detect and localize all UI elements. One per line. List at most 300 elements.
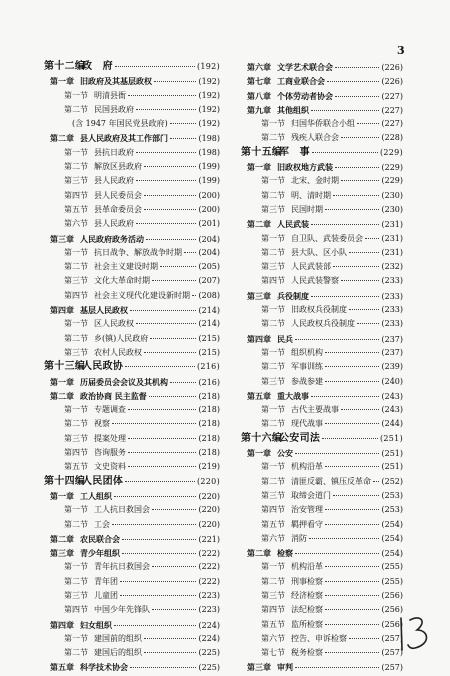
toc-entry-label: 第二节 [261,247,285,257]
toc-entry-label: 第三节 [261,262,285,272]
toc-entry-title: 个体劳动者协会 [277,90,333,101]
toc-entry-label: 第二节 [64,262,88,272]
toc-section-entry [44,174,220,188]
toc-section-entry [241,489,403,503]
toc-section-entry [44,203,220,217]
toc-entry-label: 第九章 [247,104,271,115]
toc-entry-title: 县革命委员会 [94,204,142,214]
toc-entry-page: (253) [381,490,403,500]
toc-entry-label: 第六节 [64,219,88,229]
toc-entry-title: 其他组织 [277,104,309,115]
toc-section-entry [44,260,220,274]
toc-chapter-entry [241,60,403,74]
toc-entry-page: (199) [198,162,220,172]
toc-chapter-entry [44,489,220,503]
dot-leader [325,581,379,582]
toc-section-entry [44,432,220,446]
toc-chapter-entry [44,546,220,560]
toc-entry-title: 建国前的组织 [94,633,142,643]
toc-entry-page: (252) [381,476,403,486]
dot-leader [311,110,379,111]
toc-section-entry [241,503,403,517]
toc-entry-title: 科学技术协会 [80,662,128,673]
toc-section-entry [44,289,220,303]
toc-entry-page: (227) [381,119,403,129]
toc-section-entry [241,632,403,646]
dot-leader [136,223,196,224]
toc-entry-label: 第十六编 [241,432,283,444]
toc-entry-page: (227) [381,91,403,101]
toc-entry-title: 青少年组织 [80,548,120,559]
toc-entry-page: (214) [198,306,220,316]
toc-entry-title: 明清县衙 [94,90,126,100]
toc-entry-label: 第二章 [50,533,74,544]
toc-section-entry [44,589,220,603]
toc-entry-page: (257) [381,633,403,643]
toc-entry-title: 人民武装 [277,219,309,230]
toc-entry-label: 第一章 [50,76,74,87]
dot-leader [327,81,379,82]
toc-chapter-entry [44,375,220,389]
toc-entry-title: 基层人民政权 [80,305,128,316]
toc-entry-page: (204) [198,234,220,244]
toc-entry-page: (229) [379,147,403,157]
dot-leader [357,123,379,124]
toc-section-entry [44,332,220,346]
toc-entry-title: 县大队、区小队 [291,247,347,257]
toc-section-entry [44,446,220,460]
toc-entry-title: 刑事检察 [291,576,323,586]
toc-entry-label: 第五章 [247,390,271,401]
dot-leader [312,152,378,153]
toc-entry-page: (219) [198,462,220,472]
toc-entry-label: 第八章 [247,90,271,101]
toc-entry-label: 第一章 [247,162,271,173]
dot-leader [325,209,379,210]
dot-leader [136,323,196,324]
toc-entry-title: 取缔会道门 [291,490,331,500]
toc-entry-label: 第四节 [64,290,88,300]
dot-leader [295,339,379,340]
toc-entry-label: 第二节 [261,190,285,200]
toc-entry-label: 第十五编 [241,146,283,158]
toc-entry-label: 第三节 [261,490,285,500]
toc-entry-page: (254) [381,533,403,543]
toc-section-entry [44,560,220,574]
dot-leader [170,138,196,139]
toc-left-column [44,60,220,675]
dot-leader [309,538,379,539]
dot-leader [144,638,196,639]
toc-entry-title: 公安司法 [279,432,321,444]
toc-entry-page: (251) [381,449,403,459]
dot-leader [192,295,196,296]
toc-entry-page: (205) [198,262,220,272]
toc-chapter-entry [44,532,220,546]
toc-entry-page: (192) [198,77,220,87]
toc-entry-page: (200) [198,204,220,214]
toc-entry-page: (226) [381,77,403,87]
dot-leader [341,280,379,281]
toc-entry-page: (220) [198,491,220,501]
dot-leader [325,566,379,567]
dot-leader [311,296,379,297]
toc-chapter-entry [241,660,403,674]
toc-section-entry [44,603,220,617]
toc-entry-label: 第四节 [261,605,285,615]
dot-leader [325,366,379,367]
dot-leader [136,152,196,153]
toc-entry-page: (192) [198,90,220,100]
toc-entry-page: (231) [381,220,403,230]
dot-leader [152,280,196,281]
toc-entry-label: 第一节 [261,347,285,357]
dot-leader [333,495,379,496]
dot-leader [144,352,196,353]
toc-entry-title: 政 府 [82,61,113,72]
toc-entry-title: 兵役制度 [277,290,309,301]
toc-entry-title: 工商业联合会 [277,76,325,87]
toc-entry-label: 第六节 [261,633,285,643]
dot-leader [335,96,379,97]
toc-entry-label: 第二节 [64,648,88,658]
dot-leader [144,209,196,210]
toc-entry-page: (218) [198,391,220,401]
toc-entry-label: 第二节 [261,133,285,143]
toc-section-entry [44,518,220,532]
toc-entry-page: (215) [198,347,220,357]
toc-entry-title: 县人民政府 [94,219,134,229]
dot-leader [325,609,379,610]
dot-leader [373,481,379,482]
toc-chapter-entry [44,389,220,403]
toc-entry-label: 第一节 [64,319,88,329]
toc-entry-label: 第一节 [261,176,285,186]
toc-entry-page: (231) [381,247,403,257]
dot-leader [152,509,196,510]
toc-chapter-entry [44,232,220,246]
toc-section-entry [44,403,220,417]
toc-section-entry [241,532,403,546]
toc-entry-page: (221) [198,534,220,544]
toc-entry-title: 自卫队、武装委员会 [291,233,363,243]
toc-entry-label: 第三章 [247,662,271,673]
toc-entry-page: (192) [198,104,220,114]
toc-section-entry [44,417,220,431]
dot-leader [325,381,379,382]
toc-section-entry [44,503,220,517]
toc-section-entry [241,274,403,288]
toc-entry-page: (218) [198,433,220,443]
toc-entry-page: (254) [381,519,403,529]
toc-entry-label: 第一节 [261,562,285,572]
dot-leader [114,625,196,626]
toc-entry-page: (256) [381,605,403,615]
toc-section-entry [241,475,403,489]
toc-entry-title: (含 1947 年国民党县政府) [72,119,168,129]
toc-entry-page: (198) [198,147,220,157]
toc-entry-title: 机构沿革 [291,562,323,572]
toc-entry-title: 明、清时期 [291,190,331,200]
dot-leader [325,524,379,525]
toc-entry-label: 第三章 [50,548,74,559]
toc-entry-label: 第四章 [50,619,74,630]
dot-leader [114,496,196,497]
toc-entry-page: (220) [196,476,220,486]
dot-leader [112,524,196,525]
dot-leader [154,81,196,82]
dot-leader [130,310,196,311]
toc-entry-title: 人民武装部 [291,262,331,272]
toc-entry-title: 咨询服务 [94,448,126,458]
toc-entry-label: 第五节 [64,204,88,214]
toc-entry-title: 组织机构 [291,347,323,357]
toc-entry-page: (233) [381,291,403,301]
toc-entry-label: 第二节 [261,576,285,586]
toc-entry-page: (218) [198,405,220,415]
dot-leader [136,180,196,181]
toc-entry-label: 第二节 [64,576,88,586]
toc-part-entry [44,60,220,74]
dot-leader [122,553,196,554]
toc-entry-label: 第二节 [261,419,285,429]
dot-leader [357,323,379,324]
toc-entry-label: 第一节 [64,90,88,100]
toc-entry-title: 旧政府及其基层政权 [80,76,152,87]
dot-leader [311,396,379,397]
toc-section-entry [44,103,220,117]
toc-entry-title: 重大战事 [277,390,309,401]
toc-entry-label: 第四节 [261,505,285,515]
dot-leader [120,595,196,596]
toc-entry-page: (229) [381,163,403,173]
toc-entry-title: 旧政权地方武装 [277,162,333,173]
toc-section-entry [44,460,220,474]
dot-leader [335,67,379,68]
toc-section-entry [241,203,403,217]
toc-entry-title: 公安 [277,448,293,459]
toc-entry-page: (243) [381,405,403,415]
toc-entry-title: 工会 [94,519,110,529]
toc-section-entry [44,146,220,160]
toc-chapter-entry [44,74,220,88]
toc-entry-page: (257) [381,648,403,658]
toc-note-entry [44,117,220,131]
toc-entry-page: (222) [198,549,220,559]
toc-section-entry [241,246,403,260]
dot-leader [152,609,196,610]
dot-leader [115,66,195,67]
toc-entry-page: (233) [381,276,403,286]
toc-entry-title: 消防 [291,533,307,543]
toc-entry-page: (225) [198,663,220,673]
toc-section-entry [241,646,403,660]
toc-entry-title: 监所检察 [291,619,323,629]
toc-part-entry [44,360,220,374]
toc-section-entry [241,232,403,246]
dot-leader [120,581,196,582]
toc-entry-page: (230) [381,190,403,200]
toc-section-entry [44,346,220,360]
toc-entry-title: 人民武装警察 [291,276,339,286]
dot-leader [341,409,379,410]
toc-chapter-entry [241,217,403,231]
dot-leader [295,667,379,668]
toc-entry-page: (244) [381,419,403,429]
dot-leader [333,195,379,196]
toc-entry-title: 人民政府政务活动 [80,233,144,244]
dot-leader [349,309,379,310]
toc-entry-title: 检察 [277,548,293,559]
toc-entry-page: (207) [198,276,220,286]
toc-entry-title: 县人民政府 [94,176,134,186]
toc-entry-page: (231) [381,233,403,243]
dot-leader [160,266,196,267]
toc-entry-label: 第一节 [64,247,88,257]
toc-section-entry [241,589,403,603]
toc-entry-label: 第二章 [50,390,74,401]
toc-entry-title: 农民联合会 [80,533,120,544]
toc-entry-page: (225) [198,648,220,658]
toc-entry-page: (214) [198,319,220,329]
toc-entry-label: 第三节 [64,347,88,357]
toc-entry-page: (229) [381,176,403,186]
toc-entry-title: 审判 [277,662,293,673]
toc-entry-page: (256) [381,590,403,600]
toc-section-entry [44,160,220,174]
toc-entry-page: (233) [381,319,403,329]
toc-entry-label: 第三节 [261,204,285,214]
toc-entry-title: 机构沿革 [291,462,323,472]
dot-leader [144,166,196,167]
dot-leader [184,252,196,253]
toc-entry-title: 经济检察 [291,590,323,600]
toc-section-entry [241,360,403,374]
dot-leader [322,438,378,439]
toc-entry-title: 政治协商 民主监督 [80,390,147,401]
dot-leader [170,123,197,124]
toc-entry-label: 第二节 [261,362,285,372]
toc-entry-title: 工人抗日救国会 [94,505,150,515]
toc-entry-page: (218) [198,448,220,458]
dot-leader [125,481,195,482]
toc-entry-page: (192) [198,119,220,129]
toc-entry-page: (224) [198,633,220,643]
toc-entry-label: 第二节 [261,319,285,329]
toc-chapter-entry [241,332,403,346]
dot-leader [341,180,379,181]
dot-leader [325,652,379,653]
toc-section-entry [241,460,403,474]
toc-entry-page: (239) [381,362,403,372]
toc-entry-label: 第五节 [64,462,88,472]
toc-entry-label: 第七章 [247,76,271,87]
toc-entry-page: (223) [198,605,220,615]
toc-entry-label: 第十四编 [44,475,86,487]
toc-entry-title: 提案处理 [94,433,126,443]
toc-entry-page: (218) [198,419,220,429]
toc-entry-title: 社会主义建设时期 [94,262,158,272]
toc-entry-title: 旧政权兵役制度 [291,305,347,315]
dot-leader [325,624,379,625]
toc-section-entry [241,117,403,131]
toc-entry-page: (192) [196,62,220,71]
toc-section-entry [44,274,220,288]
toc-entry-page: (255) [381,576,403,586]
toc-section-entry [44,217,220,231]
toc-entry-page: (222) [198,562,220,572]
toc-entry-label: 第二节 [64,519,88,529]
toc-entry-label: 第五节 [261,619,285,629]
toc-section-entry [241,518,403,532]
dot-leader [349,252,379,253]
toc-chapter-entry [241,446,403,460]
toc-entry-label: 第十三编 [44,361,86,373]
toc-entry-title: 现代战事 [291,419,323,429]
toc-entry-label: 第一节 [64,633,88,643]
dot-leader [341,137,379,138]
dot-leader [295,553,379,554]
toc-entry-title: 县抗日政府 [94,147,134,157]
dot-leader [325,466,379,467]
toc-entry-label: 第三章 [247,290,271,301]
dot-leader [128,95,196,96]
toc-entry-label: 第二节 [64,333,88,343]
dot-leader [128,466,196,467]
dot-leader [311,224,379,225]
toc-section-entry [241,403,403,417]
toc-entry-title: 视察 [94,419,110,429]
toc-section-entry [241,618,403,632]
toc-entry-label: 第一节 [64,562,88,572]
toc-entry-label: 第一章 [50,376,74,387]
dot-leader [136,109,196,110]
toc-entry-title: 解放区县政府 [94,162,142,172]
toc-entry-page: (232) [381,262,403,272]
toc-entry-label: 第四章 [247,333,271,344]
toc-entry-label: 第二节 [64,419,88,429]
toc-entry-title: 社会主义现代化建设新时期 [94,290,190,300]
dot-leader [152,566,196,567]
dot-leader [170,382,196,383]
toc-entry-page: (216) [196,362,220,372]
toc-entry-label: 第一节 [64,405,88,415]
dot-leader [325,509,379,510]
toc-entry-title: 清匪反霸、镇压反革命 [291,476,371,486]
toc-entry-label: 第三节 [261,376,285,386]
toc-entry-title: 古代主要战事 [291,405,339,415]
toc-entry-page: (251) [379,433,403,443]
dot-leader [144,652,196,653]
toc-entry-label: 第一节 [261,462,285,472]
toc-section-entry [241,131,403,145]
toc-entry-page: (227) [381,105,403,115]
toc-entry-page: (251) [381,462,403,472]
dot-leader [112,423,196,424]
toc-chapter-entry [241,74,403,88]
toc-entry-title: 人民团体 [82,475,124,487]
toc-entry-title: 区人民政权 [94,319,134,329]
toc-entry-title: 县人民委员会 [94,190,142,200]
toc-entry-title: 抗日战争、解放战争时期 [94,247,182,257]
toc-entry-label: 第三节 [64,276,88,286]
toc-entry-label: 第三节 [64,176,88,186]
toc-entry-page: (237) [381,347,403,357]
dot-leader [130,667,196,668]
toc-entry-page: (199) [198,176,220,186]
toc-part-entry [44,475,220,489]
toc-entry-page: (220) [198,505,220,515]
